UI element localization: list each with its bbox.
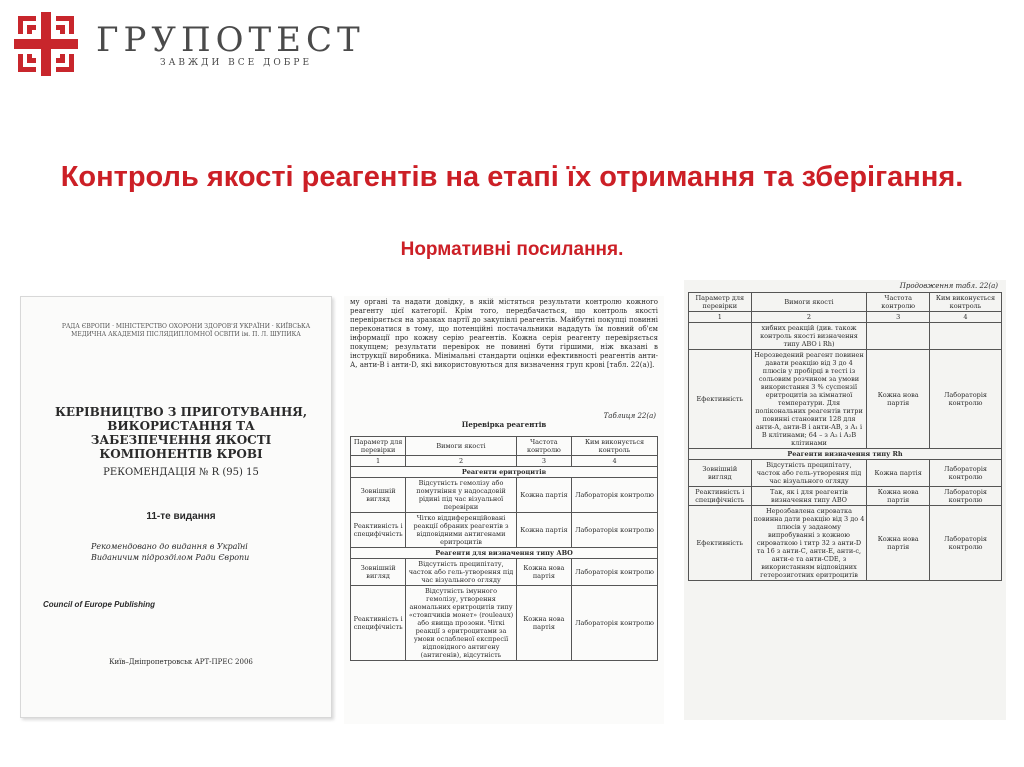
- table-cell: Відсутність преципітату, часток або гель-утворення під час візуального огляду: [406, 559, 517, 586]
- table-column-numbers: [689, 312, 1002, 323]
- table-section-row: [351, 548, 658, 559]
- table-cell: [867, 323, 930, 350]
- table-continuation: Продовження табл. 22(а): [899, 282, 998, 290]
- table-cell: Кожна нова партія: [516, 586, 571, 661]
- table-cell: 1: [689, 312, 752, 323]
- logo-mark-icon: [14, 12, 78, 76]
- table-cell: Кожна партія: [516, 478, 571, 513]
- logo-mark-bar: [60, 54, 65, 63]
- table-cell: Нерозбавлена сироватка повинна дати реакцію від 3 до 4 плюсів у заданому випробуванні з кожною сироваткою і титр 32 з анти-D та 16 з анти-С, анти-Е, анти-с, анти-е та анти-CDE, з використанням відповідних гетерозиготних еритроцитів: [751, 506, 867, 581]
- table-row: [351, 559, 658, 586]
- table-cell: Параметр для перевірки: [689, 293, 752, 312]
- table-row: [351, 586, 658, 661]
- table-cell: Параметр для перевірки: [351, 437, 406, 456]
- table-section-title: Реагенти для визначення типу АВО: [351, 548, 658, 559]
- table-cell: Лабораторія контролю: [929, 506, 1001, 581]
- table-cell: Зовнішній вигляд: [351, 478, 406, 513]
- cover-title: КЕРІВНИЦТВО З ПРИГОТУВАННЯ, ВИКОРИСТАННЯ ТА ЗАБЕЗПЕЧЕННЯ ЯКОСТІ КОМПОНЕНТІВ КРОВІ: [54, 405, 308, 461]
- slide-subtitle: Нормативні посилання.: [400, 239, 624, 260]
- logo-mark-bar: [27, 25, 32, 34]
- logo-mark-bar: [69, 54, 74, 72]
- table-number: Таблиця 22(а): [603, 412, 656, 420]
- table-header-row: [351, 437, 658, 456]
- reagent-table-continued: [688, 292, 1002, 581]
- logo-mark-bar: [60, 25, 65, 34]
- table-cell: Реактивність і специфічність: [689, 487, 752, 506]
- table-cell: Кожна нова партія: [867, 506, 930, 581]
- table-cell: Нерозведений реагент повинен давати реакцію від 3 до 4 плюсів у пробірці в тесті із сольовим розчином за умови використання 3 % суспензії еритроцитів за кімнатної температури. Для полікональних реагентів титри повинні становити 128 для анти-А, анти-В і анти-АВ, з А₁ і В клітинами; 64 – з А₂ і А₂В клітинами: [751, 350, 867, 449]
- table-row: [689, 460, 1002, 487]
- table-cell: Лабораторія контролю: [929, 350, 1001, 449]
- table-cell: Відсутність імунного гемолізу, утворення аномальних еритроцитів типу «стовпчиків монет» (rouleaux) або явища прозони. Чіткі реакції з еритроцитами за умови ослабленої експресії відповідного антигену (антигенів), відсутність: [406, 586, 517, 661]
- scan-page-table-continued: [684, 280, 1006, 720]
- table-cell: Реактивність і специфічність: [351, 586, 406, 661]
- table-cell: Реактивність і специфічність: [351, 513, 406, 548]
- table-cell: Так, як і для реагентів визначення типу АВО: [751, 487, 867, 506]
- table-row: [351, 513, 658, 548]
- table-cell: Зовнішній вигляд: [351, 559, 406, 586]
- table-cell: Чітко віддиференційовані реакції обраних реагентів з відповідними антигенами еритроцитів: [406, 513, 517, 548]
- cover-approved: Рекомендовано до видання в Україні Виданичим підрозділом Ради Європи: [91, 542, 250, 562]
- table-cell: Частота контролю: [867, 293, 930, 312]
- table-cell: Вимоги якості: [751, 293, 867, 312]
- page-paragraph: му органі та надати довідку, в якій містяться результати контролю кожного реагенту цієї категорії. Крім того, передбачається, що контроль якості перевіряється на зразках партії до закупівлі реагентів. Майбутні покупці повинні переконатися в тому, що потенційні постачальники нададуть їм повний об'єм інформації про кожну серію реагентів. Кожна серія реагенту перевіряється покупцем; результати перевірок не повинні бути гіршими, ніж вказані в інструкції виробника. Мінімальні стандарти оцінки ефективності реагентів анти-А, анти-В і анти-D, які використовуються для визначення груп крові [табл. 22(а)].: [350, 298, 658, 369]
- logo-mark-bar: [27, 54, 32, 63]
- logo-tagline: ЗАВЖДИ ВСЕ ДОБРЕ: [160, 58, 313, 68]
- logo-mark-bar: [18, 54, 23, 72]
- table-header-row: [689, 293, 1002, 312]
- cover-imprint: Київ–Дніпропетровськ АРТ-ПРЕС 2006: [109, 658, 253, 666]
- table-row: [689, 487, 1002, 506]
- logo-mark-bar: [14, 39, 78, 49]
- cover-publisher: РАДА ЄВРОПИ · МІНІСТЕРСТВО ОХОРОНИ ЗДОРОВ'Я УКРАЇНИ · КИЇВСЬКА МЕДИЧНА АКАДЕМІЯ ПІСЛЯДИПЛОМНОЇ ОСВІТИ ім. П. Л. ШУПИКА: [61, 323, 311, 338]
- table-cell: Кожна нова партія: [867, 350, 930, 449]
- cover-edition: 11-те видання: [146, 511, 216, 522]
- table-cell: Зовнішній вигляд: [689, 460, 752, 487]
- table-cell: Лабораторія контролю: [572, 559, 658, 586]
- table-cell: 2: [751, 312, 867, 323]
- table-cell: Лабораторія контролю: [572, 513, 658, 548]
- table-cell: 3: [516, 456, 571, 467]
- table-cell: Ефективність: [689, 506, 752, 581]
- table-cell: хибних реакцій (див. також контроль якості визначення типу АВО і Rh): [751, 323, 867, 350]
- table-cell: Кожна партія: [867, 460, 930, 487]
- table-cell: 3: [867, 312, 930, 323]
- scan-page-table: [344, 296, 664, 724]
- table-cell: [689, 323, 752, 350]
- table-cell: Лабораторія контролю: [929, 487, 1001, 506]
- table-row: [351, 478, 658, 513]
- cover-recommendation: РЕКОМЕНДАЦІЯ № R (95) 15: [103, 467, 259, 478]
- book-cover-image: [20, 296, 332, 718]
- table-row: [689, 350, 1002, 449]
- table-section-row: [689, 449, 1002, 460]
- table-cell: Ким виконується контроль: [572, 437, 658, 456]
- table-cell: Вимоги якості: [406, 437, 517, 456]
- table-cell: Частота контролю: [516, 437, 571, 456]
- table-section-row: [351, 467, 658, 478]
- table-caption: Перевірка реагентів: [461, 420, 547, 429]
- logo-mark-bar: [18, 16, 23, 34]
- table-cell: Відсутність гемолізу або помутніння у надосадовій рідині під час візуальної перевірки: [406, 478, 517, 513]
- reagent-table: [350, 436, 658, 661]
- table-section-title: Реагенти визначення типу Rh: [689, 449, 1002, 460]
- table-cell: 4: [929, 312, 1001, 323]
- table-cell: Відсутність преципітату, часток або гель-утворення під час візуального огляду: [751, 460, 867, 487]
- table-cell: Кожна нова партія: [516, 559, 571, 586]
- logo-name: ГРУПОТЕСТ: [96, 20, 365, 60]
- table-cell: 1: [351, 456, 406, 467]
- logo-mark-bar: [69, 16, 74, 34]
- cover-publisher-en: Council of Europe Publishing: [43, 600, 155, 609]
- table-cell: 4: [572, 456, 658, 467]
- table-cell: Лабораторія контролю: [572, 478, 658, 513]
- table-column-numbers: [351, 456, 658, 467]
- table-row: [689, 323, 1002, 350]
- table-cell: Лабораторія контролю: [572, 586, 658, 661]
- slide-title: Контроль якості реагентів на етапі їх отримання та зберігання.: [60, 161, 964, 193]
- table-cell: Ефективність: [689, 350, 752, 449]
- table-cell: Кожна партія: [516, 513, 571, 548]
- table-section-title: Реагенти еритроцитів: [351, 467, 658, 478]
- table-cell: Лабораторія контролю: [929, 460, 1001, 487]
- table-cell: Кожна нова партія: [867, 487, 930, 506]
- table-row: [689, 506, 1002, 581]
- table-cell: Ким виконується контроль: [929, 293, 1001, 312]
- table-cell: 2: [406, 456, 517, 467]
- table-cell: [929, 323, 1001, 350]
